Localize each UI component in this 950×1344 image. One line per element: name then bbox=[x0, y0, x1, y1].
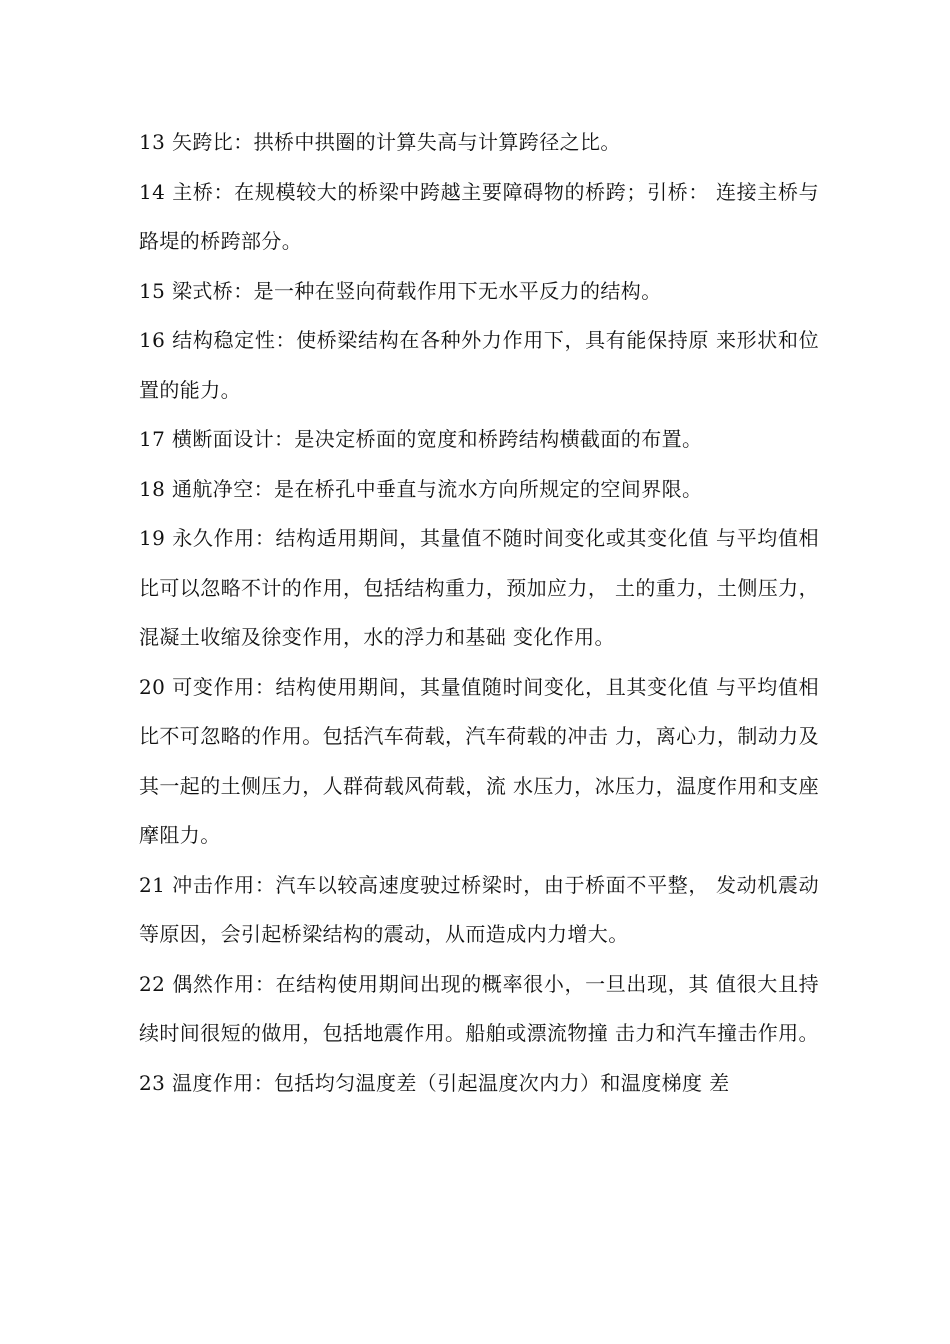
paragraph-23: 23 温度作用：包括均匀温度差（引起温度次内力）和温度梯度 差 bbox=[139, 1070, 730, 1095]
paragraph-22: 22 偶然作用：在结构使用期间出现的概率很小，一旦出现，其 值很大且持续时间很短的做用，包括地震作用。船舶或漂流物撞 击力和汽车撞击作用。 bbox=[139, 971, 819, 1045]
paragraph-19: 19 永久作用：结构适用期间，其量值不随时间变化或其变化值 与平均值相比可以忽略不计的作用，包括结构重力，预加应力， 土的重力，土侧压力，混凝土收缩及徐变作用，水的浮力和基础 变化作用。 bbox=[139, 526, 819, 649]
paragraph-15: 15 梁式桥：是一种在竖向荷载作用下无水平反力的结构。 bbox=[139, 278, 662, 303]
paragraph-16: 16 结构稳定性：使桥梁结构在各种外力作用下，具有能保持原 来形状和位置的能力。 bbox=[139, 328, 819, 402]
paragraph-20: 20 可变作用：结构使用期间，其量值随时间变化，且其变化值 与平均值相比不可忽略的作用。包括汽车荷载，汽车荷载的冲击 力，离心力，制动力及其一起的土侧压力，人群荷载风荷载，流 水压力，冰压力，温度作用和支座摩阻力。 bbox=[139, 674, 819, 847]
paragraph-21: 21 冲击作用：汽车以较高速度驶过桥梁时，由于桥面不平整， 发动机震动等原因，会引起桥梁结构的震动，从而造成内力增大。 bbox=[139, 872, 819, 946]
document-body bbox=[139, 118, 819, 1108]
paragraph-18: 18 通航净空：是在桥孔中垂直与流水方向所规定的空间界限。 bbox=[139, 476, 703, 501]
paragraph-13: 13 矢跨比：拱桥中拱圈的计算失高与计算跨径之比。 bbox=[139, 130, 621, 154]
paragraph-17: 17 横断面设计：是决定桥面的宽度和桥跨结构横截面的布置。 bbox=[139, 427, 703, 451]
paragraph-14: 14 主桥：在规模较大的桥梁中跨越主要障碍物的桥跨；引桥： 连接主桥与路堤的桥跨部分。 bbox=[139, 179, 819, 253]
